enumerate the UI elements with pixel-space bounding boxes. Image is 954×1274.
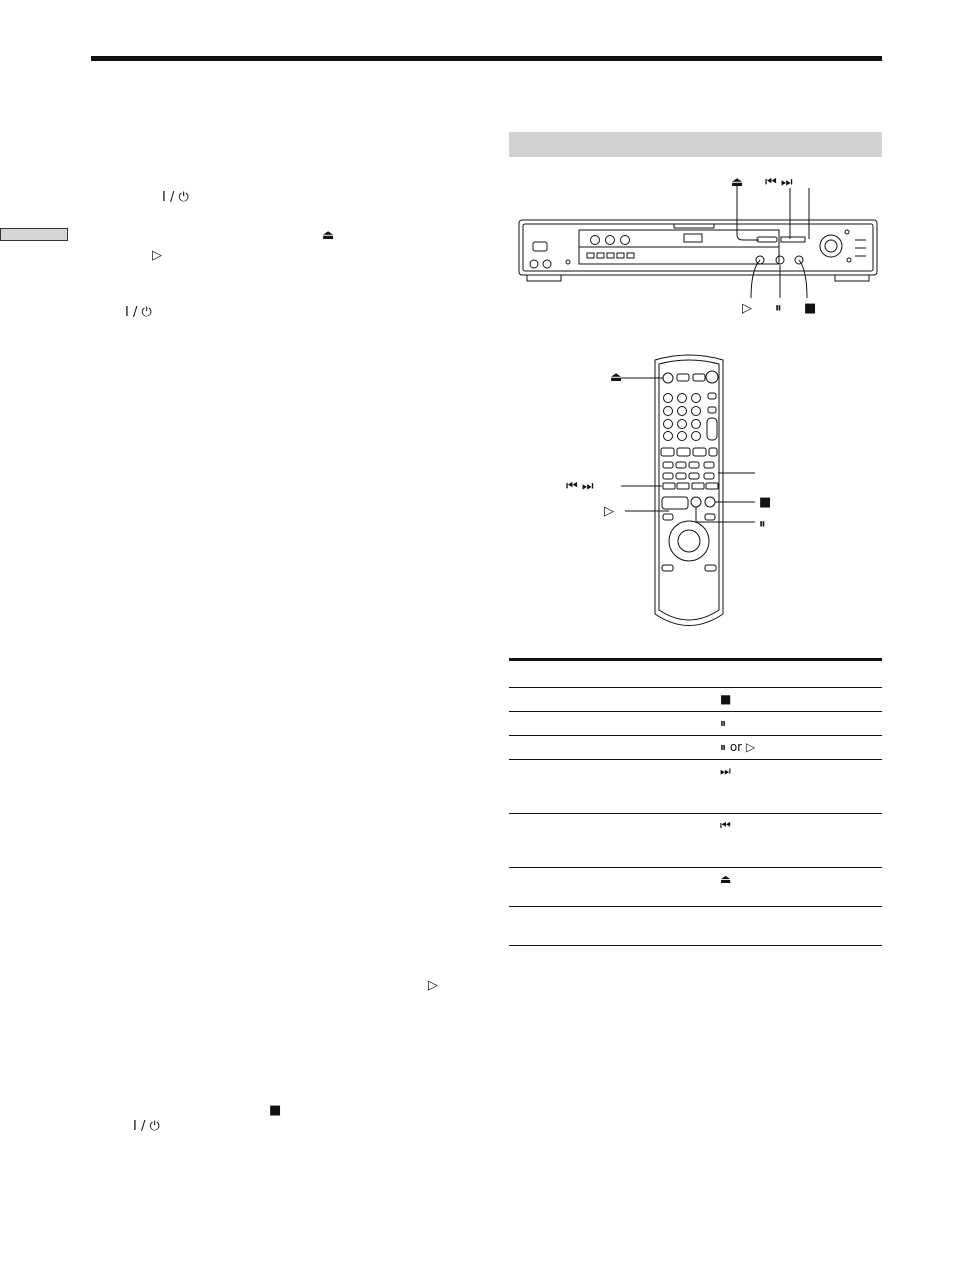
stop-symbol: ■ [269, 1103, 282, 1118]
prev-next-label: ⏮ ⏭ [566, 479, 594, 494]
section-heading-bar [509, 132, 882, 157]
button-cell: ⏮ [720, 814, 882, 868]
pause-label: ⏸ [775, 301, 782, 316]
play-symbol: ▷ [428, 978, 438, 993]
play-symbol: ▷ [152, 248, 162, 263]
eject-label: ⏏ [731, 175, 744, 190]
table-row [509, 736, 882, 760]
action-cell [509, 868, 720, 907]
table-row [509, 814, 882, 868]
eject-label: ⏏ [610, 370, 623, 385]
button-cell [720, 907, 882, 946]
button-cell: ⏸ [720, 712, 882, 736]
button-cell: ⏏ [720, 868, 882, 907]
table-row [509, 712, 882, 736]
action-cell [509, 907, 720, 946]
table-header-row [509, 660, 882, 688]
button-cell: ⏭ [720, 760, 882, 814]
button-cell: ⏸ or ▷ [720, 736, 882, 760]
action-cell [509, 712, 720, 736]
header-rule [91, 56, 882, 61]
player-front-panel-illustration [509, 170, 882, 320]
stop-label: ■ [804, 301, 817, 316]
power-symbol: I / ⏻ [133, 1119, 160, 1134]
table-row [509, 760, 882, 814]
prev-next-label: ⏮ ⏭ [765, 175, 793, 190]
action-cell [509, 688, 720, 712]
operations-table [509, 658, 882, 946]
play-label: ▷ [604, 504, 614, 519]
action-cell [509, 736, 720, 760]
eject-symbol: ⏏ [322, 228, 335, 243]
power-symbol: I / ⏻ [162, 190, 189, 205]
action-cell [509, 814, 720, 868]
power-symbol: I / ⏻ [125, 305, 152, 320]
remote-control-illustration [509, 352, 882, 637]
table-row [509, 868, 882, 907]
pause-label: ⏸ [759, 517, 766, 532]
play-label: ▷ [742, 301, 752, 316]
section-tab [0, 228, 68, 241]
action-cell [509, 760, 720, 814]
table-row [509, 688, 882, 712]
stop-label: ■ [759, 495, 772, 510]
table-row [509, 907, 882, 946]
button-cell: ■ [720, 688, 882, 712]
